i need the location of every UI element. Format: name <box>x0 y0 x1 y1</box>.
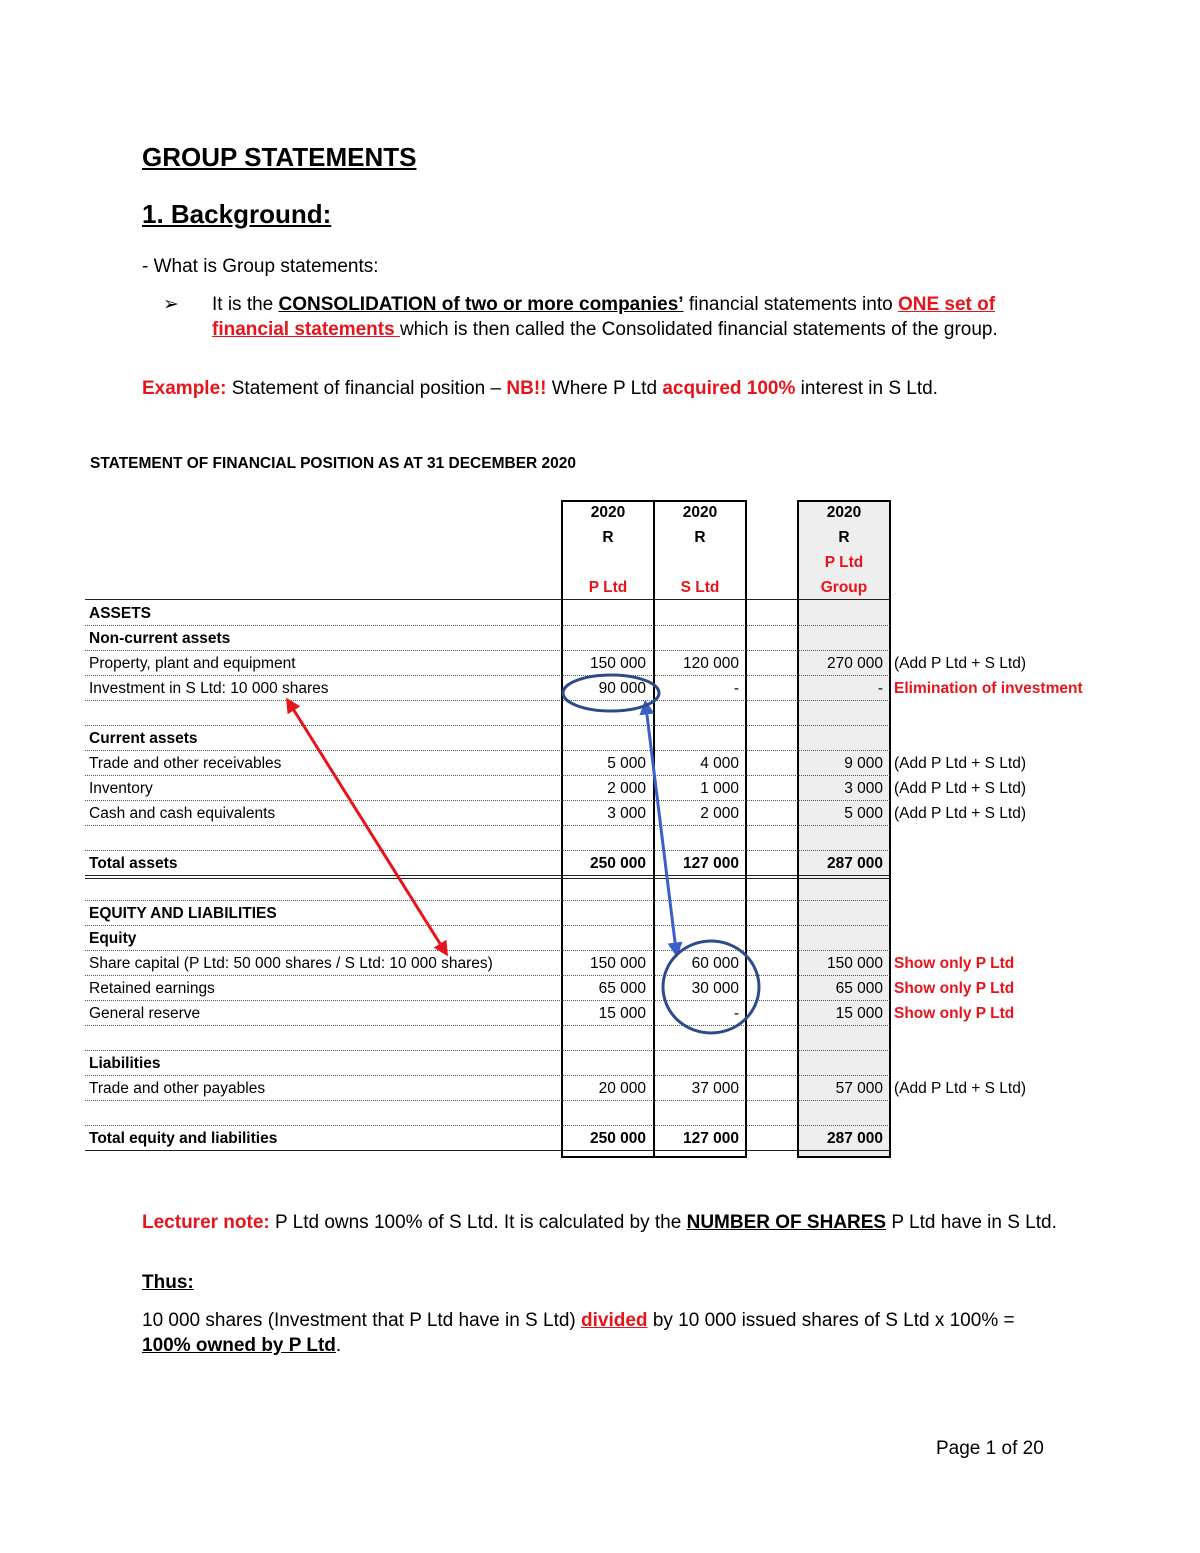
question-text: - What is Group statements: <box>142 256 379 277</box>
group-value: 287 000 <box>826 1130 883 1147</box>
table-row <box>85 826 1115 851</box>
table-row <box>85 876 1115 901</box>
acquired-emphasis: acquired 100% <box>662 378 796 399</box>
s-ltd-value: 30 000 <box>691 980 739 997</box>
group-value: 15 000 <box>835 1005 883 1022</box>
table-row <box>85 676 1115 701</box>
table-row <box>85 626 1115 651</box>
p-ltd-value: 5 000 <box>607 755 646 772</box>
text-span: interest in S Ltd. <box>795 378 938 399</box>
row-comment: (Add P Ltd + S Ltd) <box>894 805 1026 822</box>
text-span: financial statements into <box>683 294 898 315</box>
header-entity: Group <box>820 579 868 596</box>
nb-label: NB!! <box>506 378 547 399</box>
row-label: EQUITY AND LIABILITIES <box>89 905 277 922</box>
table-row <box>85 651 1115 676</box>
row-comment: (Add P Ltd + S Ltd) <box>894 655 1026 672</box>
table-row <box>85 951 1115 976</box>
header-line3 <box>561 550 655 575</box>
p-ltd-value: 250 000 <box>589 855 646 872</box>
row-label: Share capital (P Ltd: 50 000 shares / S Ltd: 10 000 shares) <box>89 955 493 972</box>
header-year: 2020 <box>682 504 718 521</box>
row-comment: Elimination of investment <box>894 680 1083 697</box>
table-row <box>85 751 1115 776</box>
row-label: Non-current assets <box>89 630 231 647</box>
p-ltd-value: 65 000 <box>598 980 646 997</box>
table-row <box>85 701 1115 726</box>
definition-paragraph <box>212 292 1062 342</box>
table-row <box>85 976 1115 1001</box>
calculation-paragraph <box>142 1308 1062 1358</box>
header-currency: R <box>838 529 850 546</box>
s-ltd-value: 120 000 <box>682 655 739 672</box>
p-ltd-value: 2 000 <box>607 780 646 797</box>
table-row <box>85 776 1115 801</box>
p-ltd-value: 250 000 <box>589 1130 646 1147</box>
total-assets-divider <box>85 854 1115 879</box>
row-comment: (Add P Ltd + S Ltd) <box>894 1080 1026 1097</box>
group-value: 65 000 <box>835 980 883 997</box>
p-ltd-value: 150 000 <box>589 655 646 672</box>
row-label: Retained earnings <box>89 980 215 997</box>
header-entity: P Ltd <box>588 579 628 596</box>
group-value: 270 000 <box>826 655 883 672</box>
group-value: 3 000 <box>844 780 883 797</box>
text-span: Where P Ltd <box>546 378 663 399</box>
header-line3 <box>653 550 747 575</box>
row-label: Total equity and liabilities <box>89 1130 278 1147</box>
text-span: . <box>335 1335 342 1356</box>
text-span: P Ltd have in S Ltd. <box>886 1212 1057 1233</box>
p-ltd-value: 15 000 <box>598 1005 646 1022</box>
header-divider <box>85 575 1115 600</box>
table-row <box>85 1051 1115 1076</box>
section-heading: 1. Background: <box>142 199 332 229</box>
text-span: It is the <box>212 294 279 315</box>
table-row <box>85 901 1115 926</box>
p-ltd-value: 150 000 <box>589 955 646 972</box>
p-ltd-value: 90 000 <box>598 680 646 697</box>
row-label: Equity <box>89 930 137 947</box>
header-year: 2020 <box>590 504 626 521</box>
s-ltd-value: 1 000 <box>700 780 739 797</box>
text-span: by 10 000 issued shares of S Ltd x 100% = <box>647 1310 1015 1331</box>
table-row <box>85 801 1115 826</box>
row-label: Trade and other payables <box>89 1080 266 1097</box>
thus-heading: Thus: <box>142 1272 194 1293</box>
group-value: 57 000 <box>835 1080 883 1097</box>
text-span: 10 000 shares (Investment that P Ltd have in S Ltd) <box>142 1310 582 1331</box>
emphasis-consolidation: CONSOLIDATION of two or more companies’ <box>278 294 684 315</box>
row-label: General reserve <box>89 1005 201 1022</box>
arrow-bullet-icon: ➢ <box>163 294 179 315</box>
header-line3: P Ltd <box>824 554 864 571</box>
table-row <box>85 926 1115 951</box>
row-label: Inventory <box>89 780 153 797</box>
s-ltd-value: 37 000 <box>691 1080 739 1097</box>
table-row <box>85 1101 1115 1126</box>
result-emphasis: 100% owned by P Ltd <box>142 1335 336 1356</box>
s-ltd-value: 127 000 <box>682 855 739 872</box>
table-row <box>85 601 1115 626</box>
text-span: Statement of financial position – <box>226 378 507 399</box>
row-label: ASSETS <box>89 605 152 622</box>
row-comment: (Add P Ltd + S Ltd) <box>894 755 1026 772</box>
example-label: Example: <box>142 378 227 399</box>
header-currency: R <box>602 529 614 546</box>
example-line <box>142 378 938 400</box>
table-row <box>85 1076 1115 1101</box>
group-value: 150 000 <box>826 955 883 972</box>
header-currency: R <box>694 529 706 546</box>
lecturer-note-label: Lecturer note: <box>142 1212 270 1233</box>
divided-emphasis: divided <box>581 1310 648 1331</box>
group-value: 5 000 <box>844 805 883 822</box>
row-label: Total assets <box>89 855 178 872</box>
statement-title: STATEMENT OF FINANCIAL POSITION AS AT 31 DECEMBER 2020 <box>90 455 577 472</box>
lecturer-note <box>142 1210 1062 1235</box>
emphasis-one-set: ONE set of financial statements <box>212 294 996 340</box>
number-of-shares-emphasis: NUMBER OF SHARES <box>686 1212 887 1233</box>
group-value: - <box>877 680 883 697</box>
text-span: P Ltd owns 100% of S Ltd. It is calculated by the <box>269 1212 687 1233</box>
row-label: Cash and cash equivalents <box>89 805 276 822</box>
document-title: GROUP STATEMENTS <box>142 142 417 172</box>
row-comment: Show only P Ltd <box>894 980 1015 997</box>
p-ltd-value: 3 000 <box>607 805 646 822</box>
row-comment: Show only P Ltd <box>894 1005 1015 1022</box>
table-row <box>85 1001 1115 1026</box>
header-year: 2020 <box>826 504 862 521</box>
s-ltd-value: - <box>733 680 739 697</box>
row-label: Trade and other receivables <box>89 755 282 772</box>
table-row <box>85 1026 1115 1051</box>
text-span: which is then called the Consolidated financial statements of the group. <box>399 319 998 340</box>
s-ltd-value: 60 000 <box>691 955 739 972</box>
row-label: Property, plant and equipment <box>89 655 296 672</box>
row-comment: (Add P Ltd + S Ltd) <box>894 780 1026 797</box>
table-row <box>85 726 1115 751</box>
group-value: 287 000 <box>826 855 883 872</box>
p-ltd-value: 20 000 <box>598 1080 646 1097</box>
row-label: Current assets <box>89 730 198 747</box>
row-label: Investment in S Ltd: 10 000 shares <box>89 680 329 697</box>
row-label: Liabilities <box>89 1055 161 1072</box>
s-ltd-value: - <box>733 1005 739 1022</box>
s-ltd-value: 127 000 <box>682 1130 739 1147</box>
table-row <box>85 1126 1115 1151</box>
s-ltd-value: 4 000 <box>700 755 739 772</box>
group-value: 9 000 <box>844 755 883 772</box>
row-comment: Show only P Ltd <box>894 955 1015 972</box>
header-entity: S Ltd <box>680 579 720 596</box>
s-ltd-value: 2 000 <box>700 805 739 822</box>
page-number: Page 1 of 20 <box>936 1438 1044 1459</box>
financial-position-table <box>85 500 1115 1158</box>
